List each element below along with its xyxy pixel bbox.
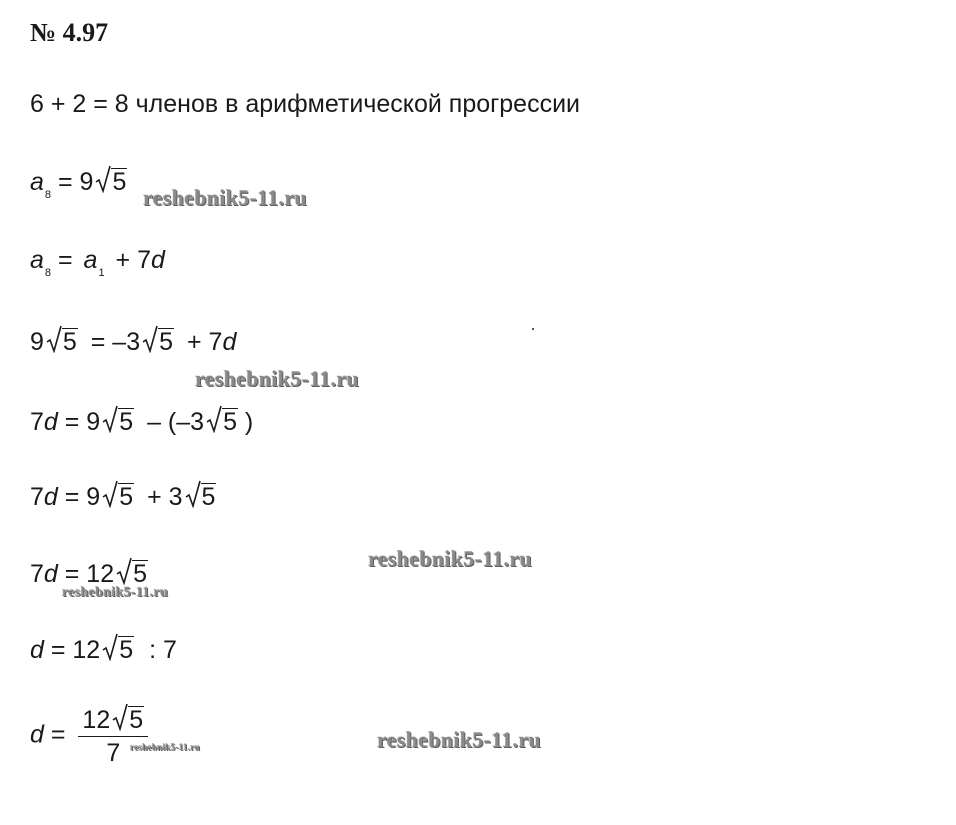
radical-sign xyxy=(95,165,111,193)
var-d: d xyxy=(43,483,58,511)
equals-term: = 9 xyxy=(64,483,101,511)
equals: = xyxy=(57,168,73,196)
stray-dot xyxy=(532,328,534,330)
var-a: a xyxy=(83,246,98,274)
radicand: 5 xyxy=(129,706,144,734)
denominator: 7 xyxy=(106,739,121,767)
equation-step-7 xyxy=(30,636,177,663)
equation-step-8 xyxy=(30,706,148,766)
equals-term: = 9 xyxy=(64,408,101,436)
numerator xyxy=(78,706,148,737)
equals-term: = 12 xyxy=(50,636,101,664)
radical-sign xyxy=(102,405,118,433)
sqrt xyxy=(112,706,144,733)
sqrt xyxy=(102,636,134,663)
fraction xyxy=(78,706,148,766)
sqrt xyxy=(142,328,174,355)
equation-step-3 xyxy=(30,328,236,355)
middle-term: – (–3 xyxy=(147,408,205,436)
watermark: reshebnik5-11.ru xyxy=(377,727,541,752)
close-paren: ) xyxy=(244,408,254,436)
sqrt xyxy=(206,408,238,435)
equals: = xyxy=(57,246,73,274)
var-d: d xyxy=(43,560,58,588)
var-d: d xyxy=(30,720,44,749)
problem-number: № 4.97 xyxy=(30,18,109,47)
equation-step-4 xyxy=(30,408,253,435)
plus-term: + 7 xyxy=(115,246,151,274)
radical-sign xyxy=(46,325,62,353)
watermark: reshebnik5-11.ru xyxy=(130,742,200,752)
equation-step-1 xyxy=(30,168,127,201)
var-d: d xyxy=(30,636,44,664)
radicand: 5 xyxy=(119,408,134,436)
middle-term: + 3 xyxy=(147,483,183,511)
radical-sign xyxy=(102,633,118,661)
subscript: 8 xyxy=(44,267,52,279)
radicand: 5 xyxy=(112,168,127,196)
watermark: reshebnik5-11.ru xyxy=(62,585,169,600)
numerator-coefficient: 12 xyxy=(82,706,111,734)
sqrt xyxy=(185,483,217,510)
coefficient: 9 xyxy=(30,328,44,356)
d-coefficient: 7 xyxy=(30,408,44,436)
var-a: a xyxy=(30,168,44,196)
sqrt xyxy=(102,483,134,510)
sqrt xyxy=(102,408,134,435)
radical-sign xyxy=(206,405,222,433)
tail-term: + 7 xyxy=(186,328,223,356)
equals-term: = 12 xyxy=(64,560,115,588)
radical-sign xyxy=(102,480,118,508)
watermark: reshebnik5-11.ru xyxy=(195,366,359,391)
equation-step-5 xyxy=(30,483,216,510)
radical-sign xyxy=(185,480,201,508)
radical-sign xyxy=(116,557,132,585)
d-coefficient: 7 xyxy=(30,483,44,511)
radicand: 5 xyxy=(223,408,237,436)
tail-term: : 7 xyxy=(149,636,177,664)
equation-step-2 xyxy=(30,248,165,279)
sqrt xyxy=(116,560,148,587)
middle-term: = –3 xyxy=(90,328,141,356)
radicand: 5 xyxy=(119,483,134,511)
equals: = xyxy=(50,720,66,749)
radicand: 5 xyxy=(201,483,216,511)
sqrt xyxy=(95,168,127,195)
watermark: reshebnik5-11.ru xyxy=(143,185,307,210)
subscript: 1 xyxy=(98,267,105,279)
subscript: 8 xyxy=(44,189,52,201)
radical-sign xyxy=(112,703,128,731)
intro-text: 6 + 2 = 8 членов в арифметической прогрессии xyxy=(30,90,580,118)
d-coefficient: 7 xyxy=(30,560,44,588)
var-d: d xyxy=(150,246,165,274)
sqrt xyxy=(46,328,78,355)
radical-sign xyxy=(142,325,158,353)
var-a: a xyxy=(30,246,44,274)
radicand: 5 xyxy=(133,560,148,588)
radicand: 5 xyxy=(62,328,77,356)
var-d: d xyxy=(222,328,237,356)
radicand: 5 xyxy=(159,328,174,356)
equation-step-6 xyxy=(30,560,148,587)
coefficient: 9 xyxy=(79,168,94,196)
radicand: 5 xyxy=(119,636,134,664)
watermark: reshebnik5-11.ru xyxy=(368,546,532,571)
var-d: d xyxy=(43,408,58,436)
